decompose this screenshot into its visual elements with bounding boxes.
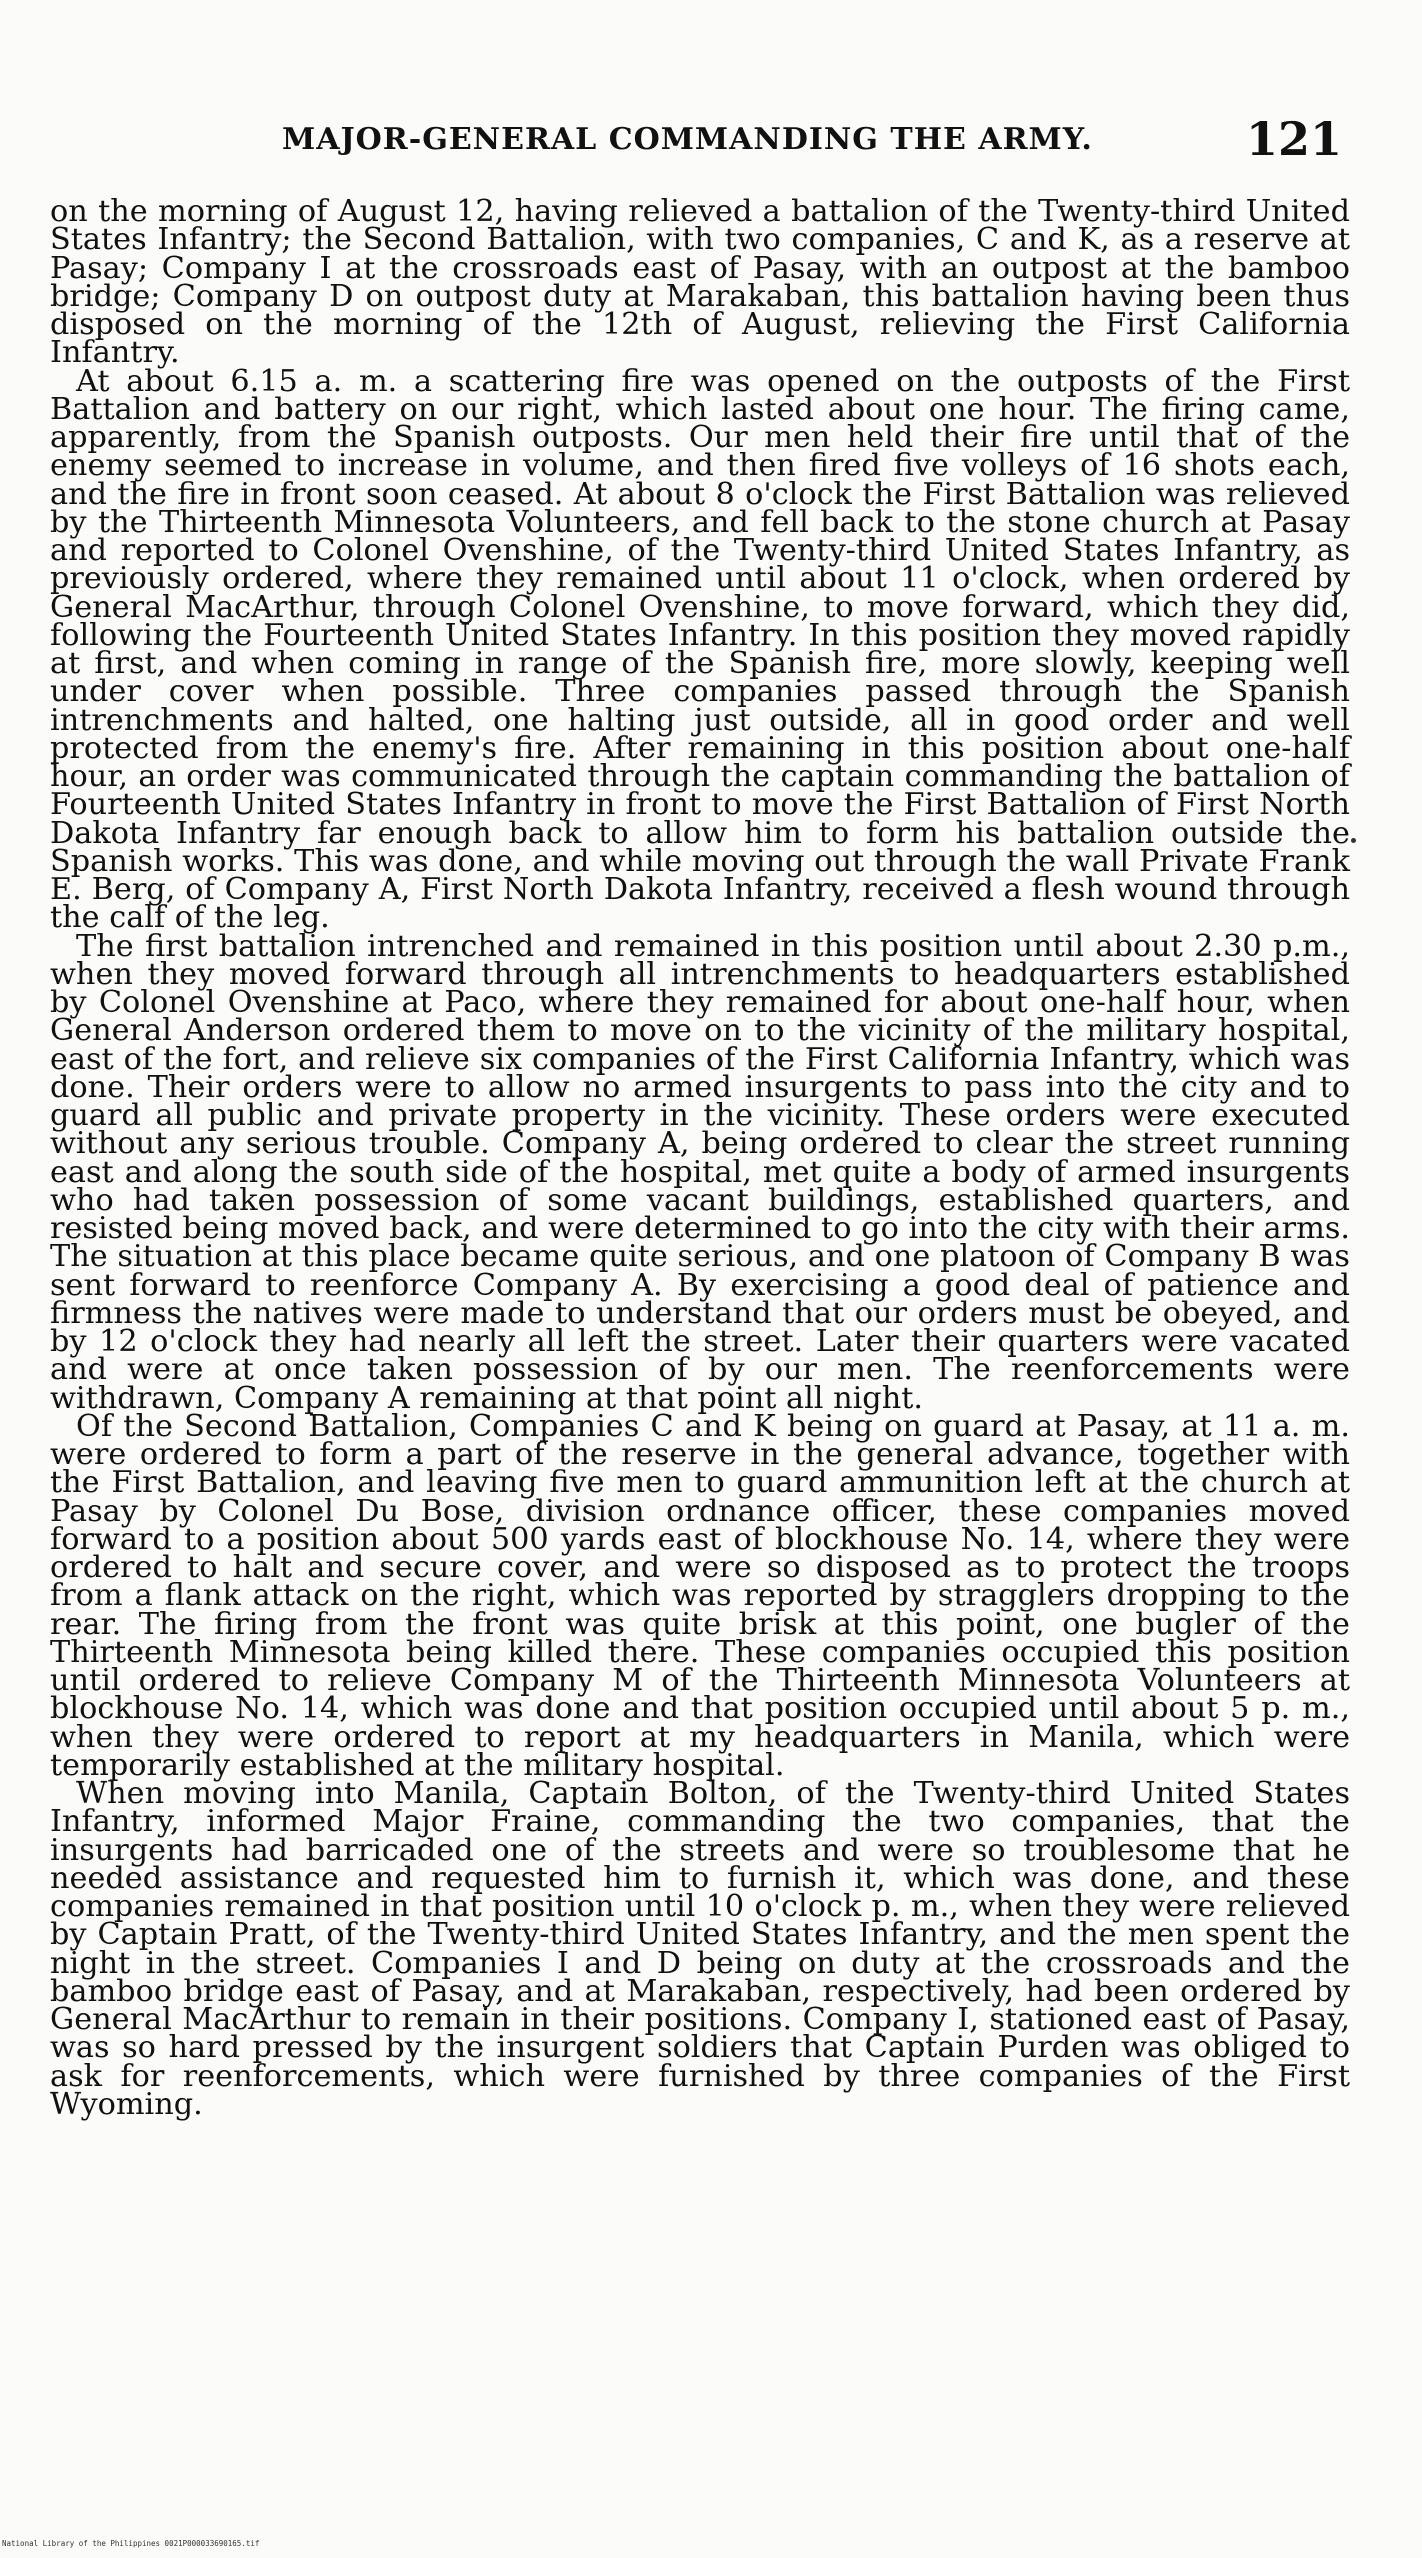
page-header — [262, 112, 1342, 172]
paragraph-2: At about 6.15 a. m. a scattering fire was opened on the outposts of the First Battalion and battery on our right, which lasted about one hour. The firing came, apparently, from the Spanish outposts. Our men held their fire until that of the enemy seemed to increase in volume, and then fired five volleys of 16 shots each, and the fire in front soon ceased. At about 8 o'clock the First Battalion was relieved by the Thirteenth Minnesota Volunteers, and fell back to the stone church at Pasay and reported to Colonel Ovenshine, of the Twenty-third United States Infantry, as previously ordered, where they remained until about 11 o'clock, when ordered by General MacArthur, through Colonel Ovenshine, to move forward, which they did, following the Fourteenth United States Infantry. In this position they moved rapidly at first, and when coming in range of the Spanish fire, more slowly, keeping well under cover when possible. Three companies passed through the Spanish intrenchments and halted, one halting just outside, all in good order and well protected from the enemy's fire. After remaining in this position about one-half hour, an order was communicated through the captain commanding the battalion of Fourteenth United States Infantry in front to move the First Battalion of First North Dakota Infantry far enough back to allow him to form his battalion outside the Spanish works. This was done, and while moving out through the wall Private Frank E. Berg, of Company A, First North Dakota Infantry, received a flesh wound through the calf of the leg. — [50, 363, 1350, 936]
body-text — [50, 194, 1350, 2122]
paragraph-1: on the morning of August 12, having relieved a battalion of the Twenty-third United States Infantry; the Second Battalion, with two companies, C and K, as a reserve at Pasay; Company I at the crossroads east of Pasay, with an outpost at the bamboo bridge; Company D on outpost duty at Marakaban, this battalion having been thus disposed on the morning of the 12th of August, relieving the First California Infantry. — [50, 194, 1350, 371]
page-number: 121 — [1245, 112, 1342, 166]
paragraph-4: Of the Second Battalion, Companies C and K being on guard at Pasay, at 11 a. m. were ordered to form a part of the reserve in the general advance, together with the First Battalion, and leaving five men to guard ammunition left at the church at Pasay by Colonel Du Bose, division ordnance officer, these companies moved forward to a position about 500 yards east of blockhouse No. 14, where they were ordered to halt and secure cover, and were so disposed as to protect the troops from a flank attack on the right, which was reported by stragglers dropping to the rear. The firing from the front was quite brisk at this point, one bugler of the Thirteenth Minnesota being killed there. These companies occupied this position until ordered to relieve Company M of the Thirteenth Minnesota Volunteers at blockhouse No. 14, which was done and that position occupied until about 5 p. m., when they were ordered to report at my headquarters in Manila, which were temporarily established at the military hospital. — [50, 1408, 1350, 1783]
running-head: MAJOR-GENERAL COMMANDING THE ARMY. — [282, 122, 1093, 157]
paragraph-3: The first battalion intrenched and remained in this position until about 2.30 p.m., when they moved forward through all intrenchments to headquarters established by Colonel Ovenshine at Paco, where they remained for about one-half hour, when General Anderson ordered them to move on to the vicinity of the military hospital, east of the fort, and relieve six companies of the First California Infantry, which was done. Their orders were to allow no armed insurgents to pass into the city and to guard all public and private property in the vicinity. These orders were executed without any serious trouble. Company A, being ordered to clear the street running east and along the south side of the hospital, met quite a body of armed insurgents who had taken possession of some vacant buildings, established quarters, and resisted being moved back, and were determined to go into the city with their arms. The situation at this place became quite serious, and one platoon of Company B was sent forward to reenforce Company A. By exercising a good deal of patience and firmness the natives were made to understand that our orders must be obeyed, and by 12 o'clock they had nearly all left the street. Later their quarters were vacated and were at once taken possession of by our men. The reenforcements were withdrawn, Company A remaining at that point all night. — [50, 928, 1350, 1416]
paragraph-5: When moving into Manila, Captain Bolton, of the Twenty-third United States Infantry, informed Major Fraine, commanding the two companies, that the insurgents had barricaded one of the streets and were so troublesome that he needed assistance and requested him to furnish it, which was done, and these companies remained in that position until 10 o'clock p. m., when they were relieved by Captain Pratt, of the Twenty-third United States Infantry, and the men spent the night in the street. Companies I and D being on duty at the crossroads and the bamboo bridge east of Pasay, and at Marakaban, respectively, had been ordered by General MacArthur to remain in their positions. Company I, stationed east of Pasay, was so hard pressed by the insurgent soldiers that Captain Purden was obliged to ask for reenforcements, which were furnished by three companies of the First Wyoming. — [50, 1776, 1350, 2122]
scan-footer: National Library of the Philippines 0021P000033690165.tif — [2, 2539, 260, 2548]
margin-ink-mark — [1351, 838, 1356, 843]
